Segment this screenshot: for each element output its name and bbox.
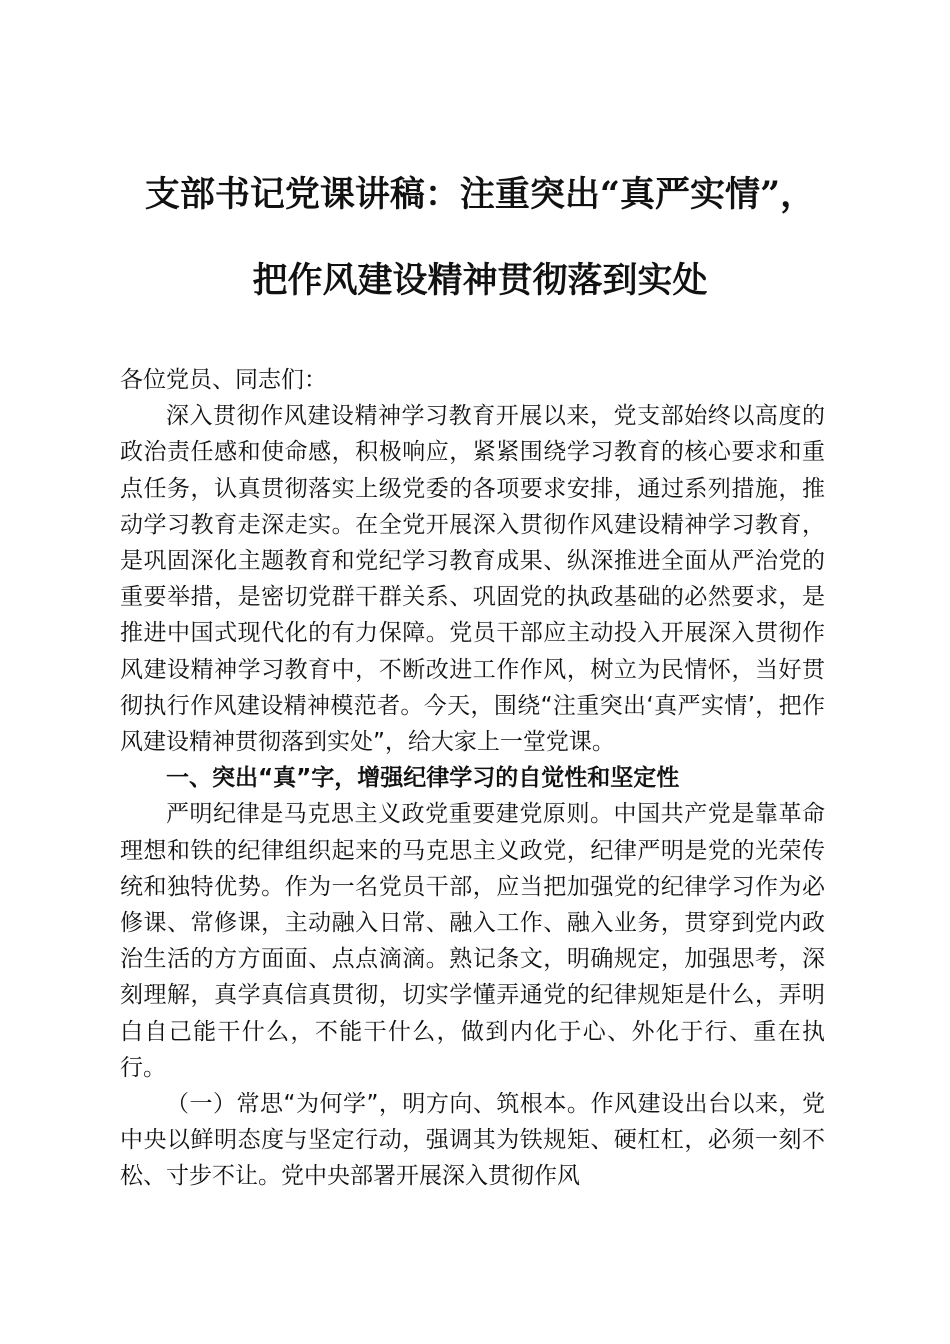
document-title <box>100 168 860 308</box>
section-1-paragraph: 严明纪律是马克思主义政党重要建党原则。中国共产党是靠革命理想和铁的纪律组织起来的马克思主义政党，纪律严明是党的光荣传统和独特优势。作为一名党员干部，应当把加强党的纪律学习作为必修课、常修课，主动融入日常、融入工作、融入业务，贯穿到党内政治生活的方方面面、点点滴滴。熟记条文，明确规定，加强思考，深刻理解，真学真信真贯彻，切实学懂弄通党的纪律规矩是什么，弄明白自己能干什么，不能干什么，做到内化于心、外化于行、重在执行。 <box>120 801 825 1081</box>
subsection-1-text: 作风建设出台以来，党中央以鲜明态度与坚定行动，强调其为铁规矩、硬杠杠，必须一刻不松、寸步不让。党中央部署开展深入贯彻作风 <box>120 1091 825 1190</box>
salutation: 各位党员、同志们： <box>120 367 327 393</box>
section-1-heading: 一、突出“真”字，增强纪律学习的自觉性和坚定性 <box>166 765 680 792</box>
document-body <box>120 362 825 1195</box>
title-line-1: 支部书记党课讲稿：注重突出“真严实情”， <box>144 174 816 215</box>
intro-paragraph: 深入贯彻作风建设精神学习教育开展以来，党支部始终以高度的政治责任感和使命感，积极响应，紧紧围绕学习教育的核心要求和重点任务，认真贯彻落实上级党委的各项要求安排，通过系列措施，推动学习教育走深走实。在全党开展深入贯彻作风建设精神学习教育，是巩固深化主题教育和党纪学习教育成果、纵深推进全面从严治党的重要举措，是密切党群干群关系、巩固党的执政基础的必然要求，是推进中国式现代化的有力保障。党员干部应主动投入开展深入贯彻作风建设精神学习教育中，不断改进工作作风，树立为民情怀，当好贯彻执行作风建设精神模范者。今天，围绕“注重突出‘真严实情’，把作风建设精神贯彻落到实处”，给大家上一堂党课。 <box>120 403 825 756</box>
subsection-1-lead: （一）常思“为何学”，明方向、筑根本。 <box>166 1091 591 1118</box>
title-line-2: 把作风建设精神贯彻落到实处 <box>252 260 708 301</box>
subsection-1-paragraph <box>120 1086 825 1195</box>
